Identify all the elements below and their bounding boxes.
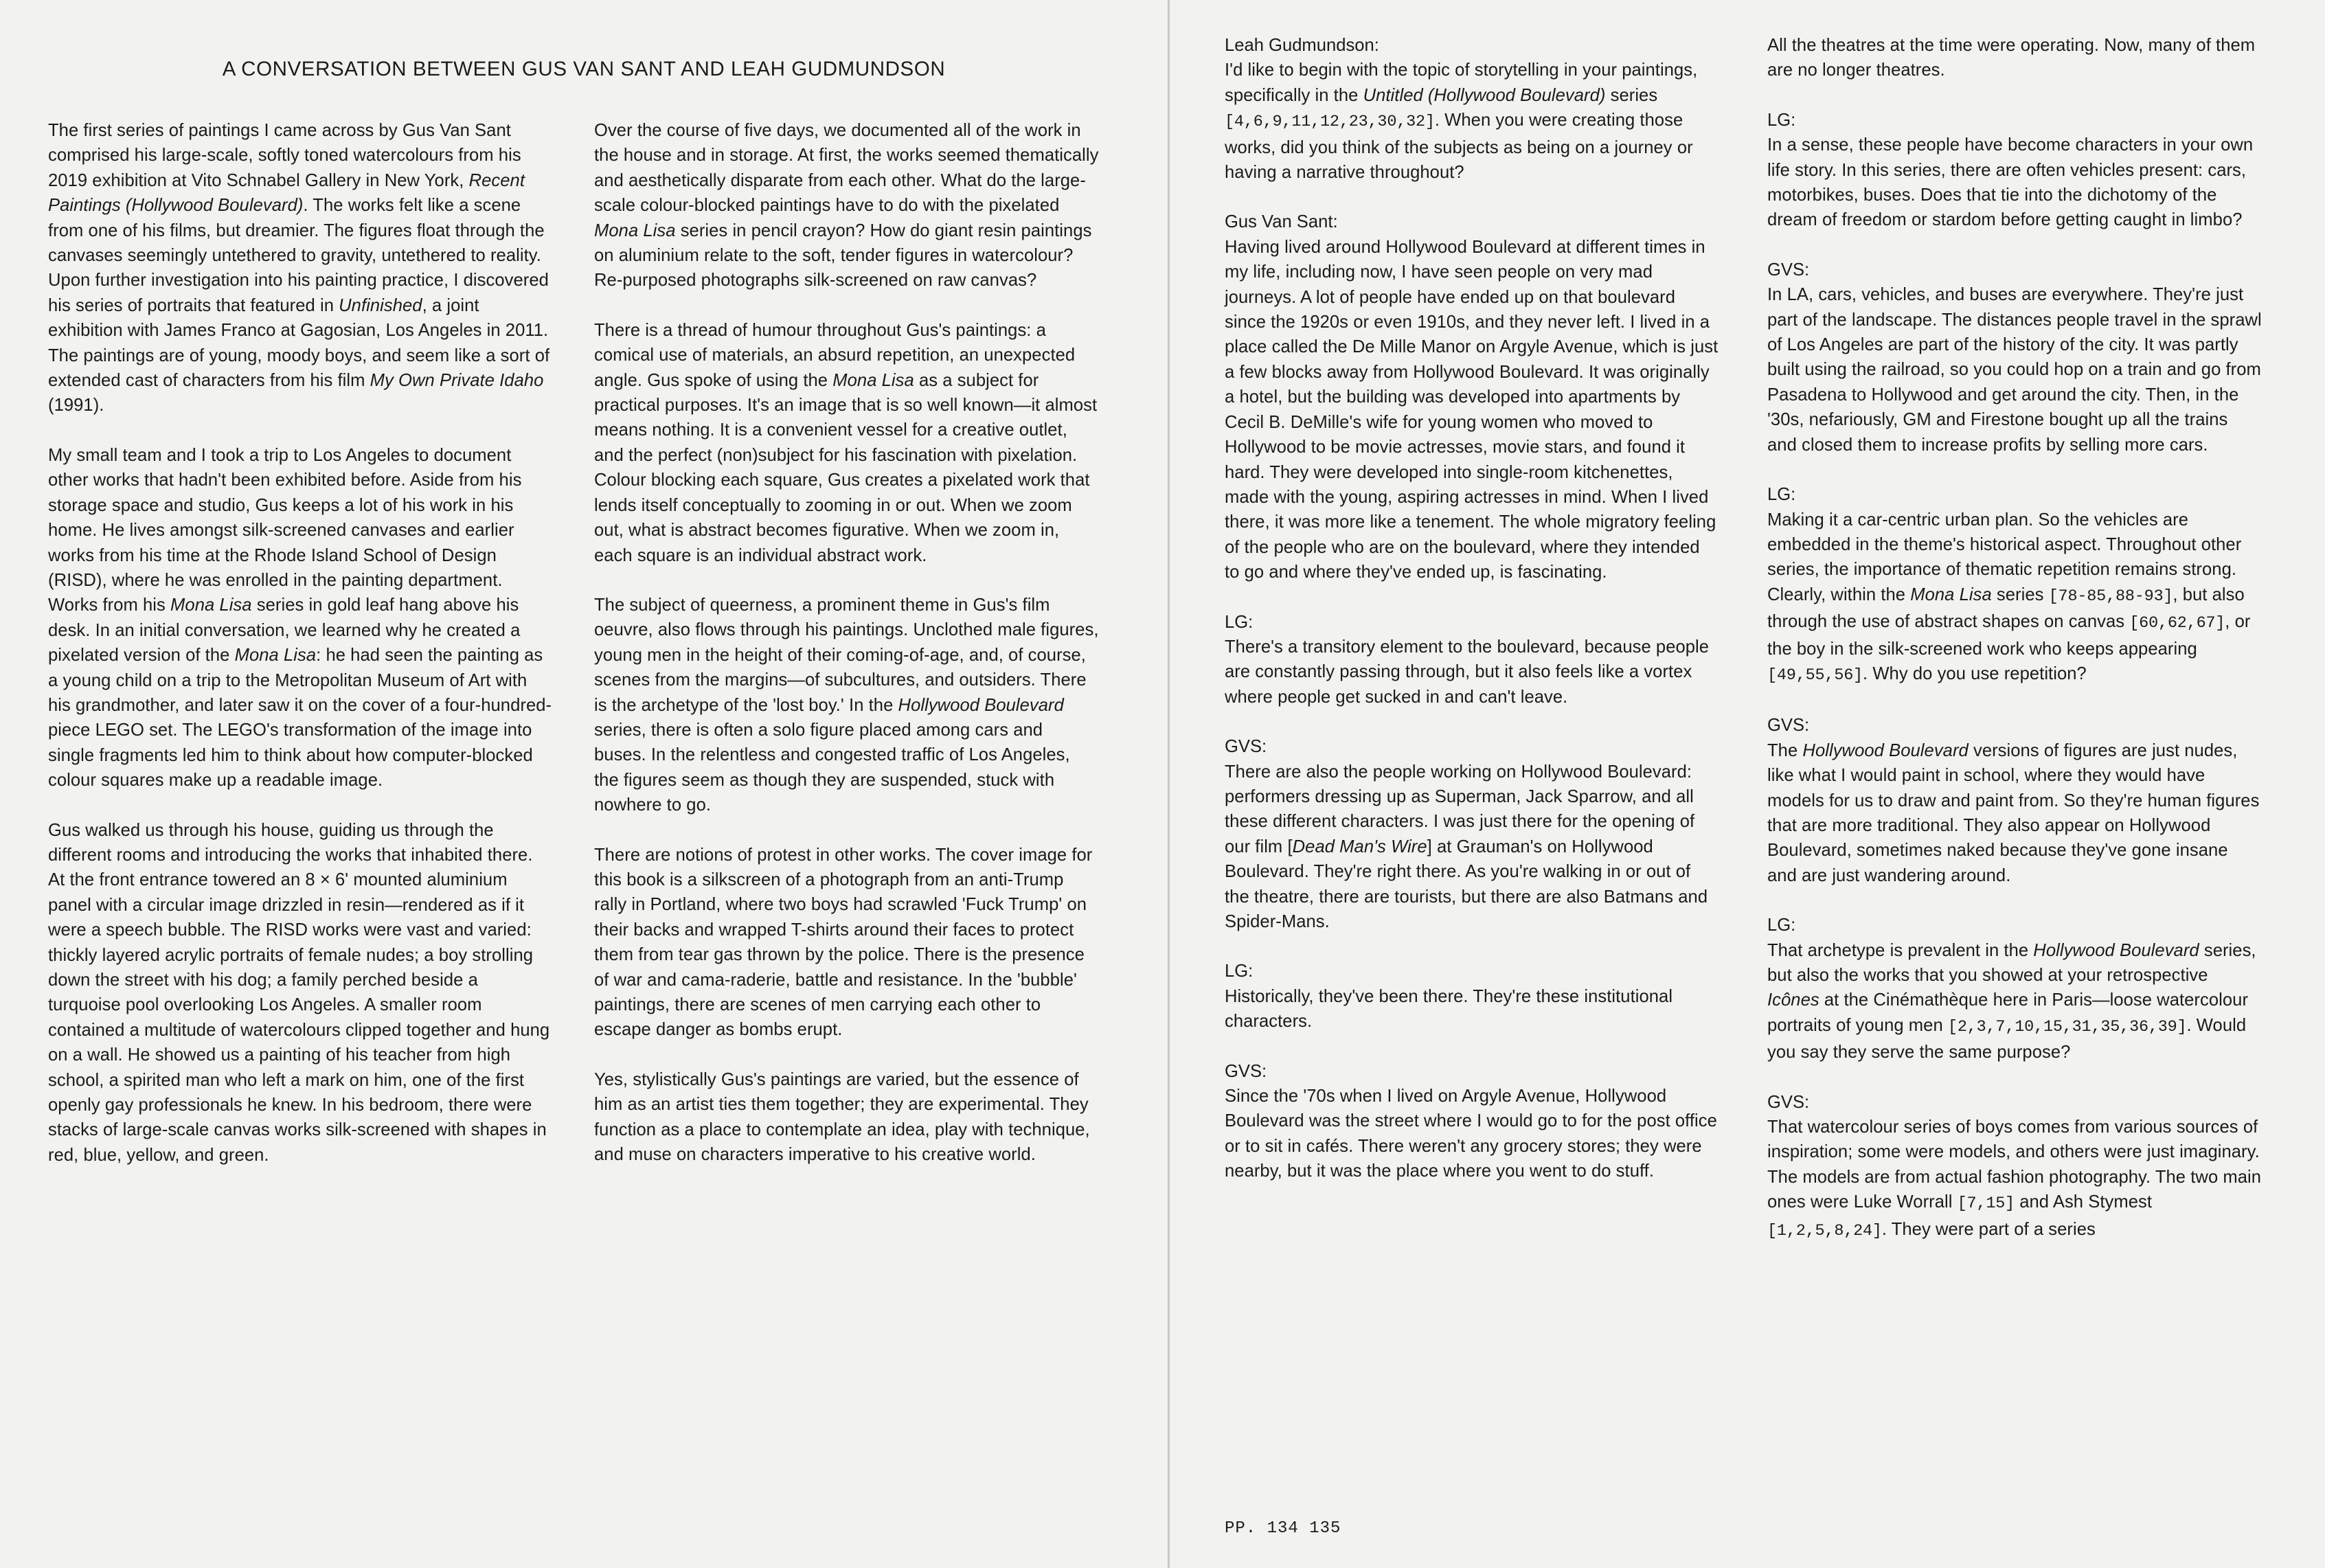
speaker-label: LG:	[1225, 962, 1254, 981]
qa-block	[1767, 258, 2262, 457]
qa-text: There are also the people working on Hollywood Boulevard: performers dressing up as Superman, Jack Sparrow, and all these different characters. I was just there for the opening of our film [Dead Man's Wire] at Grauman's on Hollywood Boulevard. They're right there. As you're walking in or out of the theatre, there are tourists, but there are also Batmans and Spider-Mans.	[1225, 762, 1708, 931]
qa-block	[1225, 734, 1719, 934]
speaker-label: LG:	[1767, 110, 1796, 130]
interview-column-1	[1225, 33, 1719, 1269]
interview-columns	[1225, 33, 2277, 1269]
paragraph: There are notions of protest in other works. The cover image for this book is a silkscreen of a photograph from an anti-Trump rally in Portland, where two boys had scrawled 'Fuck Trump' on their backs and wrapped T-shirts around their faces to protect them from tear gas thrown by the police. There is the presence of war and cama-raderie, battle and resistance. In the 'bubble' paintings, there are scenes of men carrying each other to escape danger as bombs erupt.	[594, 845, 1093, 1040]
qa-text: That watercolour series of boys comes from various sources of inspiration; some were models, and others were just imaginary. The models are from actual fashion photography. The two main ones were Luke Worrall [7,15] and Ash Stymest [1,2,5,8,24]. They were part of a series	[1767, 1117, 2262, 1240]
qa-text: The Hollywood Boulevard versions of figures are just nudes, like what I would paint in school, where they would have models for us to draw and paint from. So they're human figures that are more traditional. They also appear on Hollywood Boulevard, sometimes naked because they've gone insane and are just wandering around.	[1767, 740, 2260, 885]
speaker-label: GVS:	[1225, 1061, 1267, 1081]
qa-text: That archetype is prevalent in the Hollywood Boulevard series, but also the works that you showed at your retrospective Icônes at the Cinémathèque here in Paris—loose watercolour portraits of young men [2,3,7,10,15,31,35,36,39]. Would you say they serve the same purpose?	[1767, 940, 2256, 1063]
paragraph: The subject of queerness, a prominent theme in Gus's film oeuvre, also flows through his paintings. Unclothed male figures, young men in the height of their coming-of-age, and, of course, scenes from the margins—of subcultures, and outsiders. There is the archetype of the 'lost boy.' In the Hollywood Boulevard series, there is often a solo figure placed among cars and buses. In the relentless and congested traffic of Los Angeles, the figures seem as though they are suspended, stuck with nowhere to go.	[594, 595, 1099, 815]
qa-block	[1767, 482, 2262, 688]
qa-text: All the theatres at the time were operating. Now, many of them are no longer theatres.	[1767, 36, 2256, 80]
interview-column-2	[1767, 33, 2262, 1269]
qa-text: In LA, cars, vehicles, and buses are everywhere. They're just part of the landscape. The distances people travel in the sprawl of Los Angeles are part of the history of the city. It was partly built using the railroad, so you could hop on a train and go from Pasadena to Hollywood and get around the city. Then, in the '30s, nefariously, GM and Firestone bought up all the trains and closed them to increase profits by selling more cars.	[1767, 285, 2262, 455]
paragraph: Yes, stylistically Gus's paintings are varied, but the essence of him as an artist ties them together; they are experimental. They function as a place to contemplate an idea, play with technique, and muse on characters imperative to his creative world.	[594, 1069, 1090, 1165]
speaker-label: Leah Gudmundson:	[1225, 36, 1379, 55]
essay-columns	[48, 118, 1120, 1168]
recto-page	[1170, 0, 2325, 1568]
qa-block	[1767, 713, 2262, 888]
qa-text: There's a transitory element to the boulevard, because people are constantly passing through, but it also feels like a vortex where people get sucked in and can't leave.	[1225, 637, 1710, 707]
speaker-label: GVS:	[1767, 260, 1810, 280]
qa-text: Making it a car-centric urban plan. So the vehicles are embedded in the theme's historical aspect. Throughout other series, the importance of thematic repetition remains strong. Clearly, within the Mona Lisa series [78-85,88-93], but also through the use of abstract shapes on canvas [60,62,67], or the boy in the silk-screened work who keeps appearing [49,55,56]. Why do you use repetition?	[1767, 510, 2251, 685]
qa-text: Having lived around Hollywood Boulevard at different times in my life, including now, I have seen people on very mad journeys. A lot of people have ended up on that boulevard since the 1920s or even 1910s, and they never left. I lived in a place called the De Mille Manor on Argyle Avenue, which is just a few blocks away from Hollywood Boulevard. It was originally a hotel, but the building was developed into apartments by Cecil B. DeMille's wife for young women who moved to Hollywood to be movie actresses, movie stars, and found it hard. They were developed into single-room kitchenettes, made with the young, aspiring actresses in mind. When I lived there, it was more like a tenement. The whole migratory feeling of the people who are on the boulevard, where they intended to go and where they've ended up, is fascinating.	[1225, 237, 1719, 582]
speaker-label: LG:	[1767, 485, 1796, 505]
page-folio: PP. 134 135	[1225, 1519, 1341, 1538]
qa-block	[1767, 913, 2262, 1065]
speaker-label: GVS:	[1767, 1092, 1810, 1112]
speaker-label: Gus Van Sant:	[1225, 212, 1338, 232]
speaker-label: GVS:	[1225, 737, 1267, 757]
qa-text: Since the '70s when I lived on Argyle Avenue, Hollywood Boulevard was the street where I would go to for the post office or to sit in cafés. There weren't any grocery stores; they were nearby, but it was the place where you went to do stuff.	[1225, 1087, 1717, 1181]
qa-text: In a sense, these people have become characters in your own life story. In this series, there are often vehicles present: cars, motorbikes, buses. Does that tie into the dichotomy of the dream of freedom or stardom before getting caught in limbo?	[1767, 135, 2254, 230]
paragraph: Gus walked us through his house, guiding us through the different rooms and introducing the works that inhabited there. At the front entrance towered an 8 × 6' mounted aluminium panel with a circular image drizzled in resin—rendered as if it were a speech bubble. The RISD works were vast and varied: thickly layered acrylic portraits of female nudes; a boy strolling down the street with his dog; a family perched beside a turquoise pool overlooking Los Angeles. A smaller room contained a multitude of watercolours clipped together and hung on a wall. He showed us a painting of his teacher from high school, a spirited man who left a mark on him, one of the first openly gay professionals he knew. In his bedroom, there were stacks of large-scale canvas works silk-screened with shapes in red, blue, yellow, and green.	[48, 820, 550, 1165]
paragraph: There is a thread of humour throughout Gus's paintings: a comical use of materials, an absurd repetition, an unexpected angle. Gus spoke of using the Mona Lisa as a subject for practical purposes. It's an image that is so well known—it almost means nothing. It is a convenient vessel for a creative outlet, and the perfect (non)subject for his fascination with pixelation. Colour blocking each square, Gus creates a pixelated work that lends itself conceptually to zooming in or out. When we zoom out, what is abstract becomes figurative. When we zoom in, each square is an individual abstract work.	[594, 320, 1098, 565]
paragraph: Over the course of five days, we documented all of the work in the house and in storage. At first, the works seemed thematically and aesthetically disparate from each other. What do the large-scale colour-blocked paintings have to do with the pixelated Mona Lisa series in pencil crayon? How do giant resin paintings on aluminium relate to the soft, tender figures in watercolour? Re-purposed photographs silk-screened on raw canvas?	[594, 121, 1099, 291]
paragraph: The first series of paintings I came across by Gus Van Sant comprised his large-scale, softly toned watercolours from his 2019 exhibition at Vito Schnabel Gallery in New York, Recent Paintings (Hollywood Boulevard). The works felt like a scene from one of his films, but dreamier. The figures float through the canvases seemingly untethered to gravity, untethered to reality. Upon further investigation into his painting practice, I discovered his series of portraits that featured in Unfinished, a joint exhibition with James Franco at Gagosian, Los Angeles in 2011. The paintings are of young, moody boys, and seem like a sort of extended cast of characters from his film My Own Private Idaho (1991).	[48, 121, 550, 416]
paragraph: My small team and I took a trip to Los Angeles to document other works that hadn't been exhibited before. Aside from his storage space and studio, Gus keeps a lot of his work in his home. He lives amongst silk-screened canvases and earlier works from his time at the Rhode Island School of Design (RISD), where he was enrolled in the painting department. Works from his Mona Lisa series in gold leaf hang above his desk. In an initial conversation, we learned why he created a pixelated version of the Mona Lisa: he had seen the painting as a young child on a trip to the Metropolitan Museum of Art with his grandmother, and later saw it on the cover of a four-hundred-piece LEGO set. The LEGO's transformation of the image into single fragments led him to think about how computer-blocked colour squares make up a readable image.	[48, 445, 552, 791]
essay-column-1	[48, 118, 553, 1168]
qa-block	[1225, 959, 1719, 1034]
qa-text: I'd like to begin with the topic of storytelling in your paintings, specifically in the Untitled (Hollywood Boulevard) series [4,6,9,11,12,23,30,32]. When you were creating those works, did you think of the subjects as being on a journey or having a narrative throughout?	[1225, 60, 1698, 183]
qa-block	[1767, 33, 2262, 83]
speaker-label: GVS:	[1767, 716, 1810, 736]
qa-text: Historically, they've been there. They're these institutional characters.	[1225, 986, 1673, 1032]
qa-block	[1767, 1090, 2262, 1244]
qa-block	[1225, 33, 1719, 185]
page-title: A CONVERSATION BETWEEN GUS VAN SANT AND LEAH GUDMUNDSON	[222, 58, 946, 80]
qa-block	[1225, 209, 1719, 584]
speaker-label: LG:	[1767, 916, 1796, 935]
qa-block	[1225, 1059, 1719, 1184]
speaker-label: LG:	[1225, 612, 1254, 632]
qa-block	[1767, 108, 2262, 233]
qa-block	[1225, 610, 1719, 710]
essay-column-2	[594, 118, 1099, 1168]
